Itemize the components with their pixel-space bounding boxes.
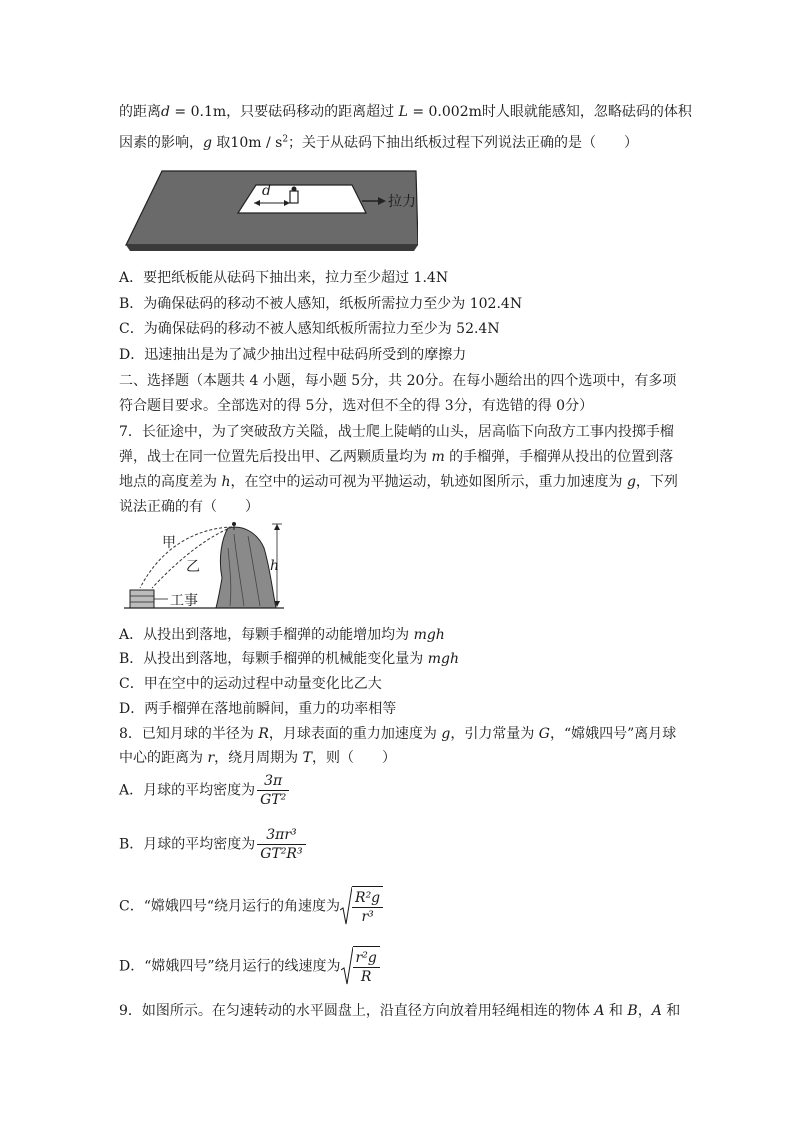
q9-text: ，: [637, 1003, 652, 1019]
cliff: [216, 527, 276, 608]
q8-option-d: [119, 946, 679, 987]
q8-line-1: [119, 725, 679, 743]
fraction-numerator: 3πr³: [257, 826, 305, 845]
q6-text: ；关于从砝码下抽出纸板过程下列说法正确的是（ ）: [288, 135, 639, 151]
q8-text: ，则（ ）: [311, 750, 396, 766]
option-text: B．月球的平均密度为: [119, 836, 256, 853]
figure-label-gongshi: 工事: [170, 593, 198, 609]
q8-option-b: [119, 826, 679, 863]
q8-option-c: [119, 886, 679, 927]
var-h: h: [221, 474, 231, 490]
q6-text: = 0.002m时人眼就能感知，忽略砝码的体积: [407, 104, 692, 120]
paper-sheet: [238, 185, 366, 213]
figure-label-pull: 拉力: [388, 194, 416, 210]
var-T: T: [302, 750, 312, 766]
section-heading-line-2: 符合题目要求。全部选对的得 5分，选对但不全的得 3分，有选错的得 0分）: [119, 398, 594, 414]
q6-option-a: A．要把纸板能从砝码下抽出来，拉力至少超过 1.4N: [119, 270, 449, 286]
var-r: r: [207, 750, 215, 766]
fraction: [352, 889, 383, 926]
soldier-icon: [232, 522, 236, 526]
q9-text: 和: [604, 1003, 628, 1019]
q7-line-2: [119, 448, 679, 466]
var-d: d: [161, 104, 170, 120]
q8-text: 8．已知月球的半径为: [119, 726, 259, 742]
weight-icon: [290, 191, 298, 203]
q7-figure: [124, 518, 294, 612]
q9-line-1: [119, 1002, 679, 1020]
var-m: m: [431, 449, 445, 465]
q7-line-4: 说法正确的有（ ）: [119, 499, 259, 515]
q6-text: 的距离: [119, 104, 161, 120]
q6-figure: [118, 167, 418, 255]
var-L: L: [398, 104, 408, 120]
option-text: C．“嫦娥四号“绕月运行的角速度为: [119, 898, 341, 915]
q8-text: ，“嫦娥四号”离月球: [549, 726, 677, 742]
square-root: [340, 886, 383, 927]
fraction-denominator: GT²: [260, 792, 287, 808]
var-G: G: [538, 726, 550, 742]
q8-text: 中心的距离为: [119, 750, 208, 766]
q6-line-1: [119, 103, 692, 121]
var-A: A: [651, 1003, 662, 1019]
q8-text: ，绕月周期为: [214, 750, 303, 766]
bunker-icon: [130, 590, 154, 608]
fraction: [257, 826, 305, 863]
q7-text: ，在空中的运动可视为平抛运动，轨迹如图所示，重力加速度为: [230, 474, 627, 490]
figure-label-h: h: [270, 558, 280, 574]
figure-label-d: d: [262, 183, 271, 199]
q6-text: 取10m / s: [211, 135, 283, 151]
q9-text: 9．如图所示。在匀速转动的水平圆盘上，沿直径方向放着用轻绳相连的物体: [119, 1003, 595, 1019]
fraction-numerator: 3π: [257, 772, 289, 791]
q6-option-b: B．为确保砝码的移动不被人感知，纸板所需拉力至少为 102.4N: [119, 296, 523, 312]
option-text: A．月球的平均密度为: [119, 782, 256, 799]
q7-line-1: 7．长征途中，为了突破敌方关隘，战士爬上陡峭的山头，居高临下向敌方工事内投掷手榴: [119, 424, 674, 440]
fraction-denominator: GT²R³: [260, 846, 303, 862]
q9-text: 和: [661, 1003, 681, 1019]
square-root: [341, 946, 380, 987]
q8-line-2: [119, 749, 679, 767]
fraction-denominator: R: [360, 968, 372, 985]
q6-option-d: D．迅速抽出是为了减少抽出过程中砝码所受到的摩擦力: [119, 347, 467, 363]
q7-option-d: D．两手榴弹在落地前瞬间，重力的功率相等: [119, 701, 397, 717]
option-math: mgh: [427, 651, 460, 667]
var-g: g: [203, 135, 212, 151]
fraction: [257, 772, 289, 809]
q7-option-a: [119, 626, 679, 644]
table-edge: [126, 245, 418, 251]
var-R: R: [258, 726, 269, 742]
fraction-numerator: r²g: [353, 949, 380, 968]
section-heading-line-1: 二、选择题（本题共 4 小题，每小题 5分，共 20分。在每小题给出的四个选项中，有多项: [119, 373, 677, 389]
figure-label-yi: 乙: [186, 559, 200, 575]
q6-option-c: C．为确保砝码的移动不被人感知纸板所需拉力至少为 52.4N: [119, 321, 500, 337]
q6-line-2: [119, 134, 679, 152]
option-text: D．“嫦娥四号”绕月运行的线速度为: [119, 958, 341, 975]
q8-text: ，引力常量为: [450, 726, 539, 742]
q7-text: 弹，战士在同一位置先后投出甲、乙两颗质量均为: [119, 449, 432, 465]
option-text: B．从投出到落地，每颗手榴弹的机械能变化量为: [119, 651, 428, 667]
q7-option-b: [119, 650, 679, 668]
fraction-denominator: r³: [361, 908, 374, 925]
superscript: 2: [282, 134, 289, 145]
fraction: [353, 949, 380, 986]
weight-knob: [292, 187, 297, 192]
height-arrow-up-icon: [274, 524, 280, 530]
var-B: B: [627, 1003, 638, 1019]
q7-text: 地点的高度差为: [119, 474, 222, 490]
q6-text: 因素的影响，: [119, 135, 203, 151]
q8-option-a: [119, 772, 679, 809]
q6-text: = 0.1m，只要砝码移动的距离超过: [169, 104, 399, 120]
q7-option-c: C．甲在空中的运动过程中动量变化比乙大: [119, 676, 382, 692]
q7-line-3: [119, 473, 679, 491]
radical-sign-icon: [340, 886, 352, 926]
option-math: mgh: [413, 627, 445, 643]
q7-text: 的手榴弹，手榴弹从投出的位置到落: [444, 449, 674, 465]
var-A: A: [594, 1003, 605, 1019]
fraction-numerator: R²g: [352, 889, 383, 908]
var-g: g: [441, 726, 451, 742]
radical-sign-icon: [341, 946, 353, 986]
q7-text: ，下列: [635, 474, 678, 490]
option-text: A．从投出到落地，每颗手榴弹的动能增加均为: [119, 627, 414, 643]
var-g: g: [626, 474, 636, 490]
figure-label-jia: 甲: [162, 535, 176, 551]
q8-text: ，月球表面的重力加速度为: [268, 726, 442, 742]
